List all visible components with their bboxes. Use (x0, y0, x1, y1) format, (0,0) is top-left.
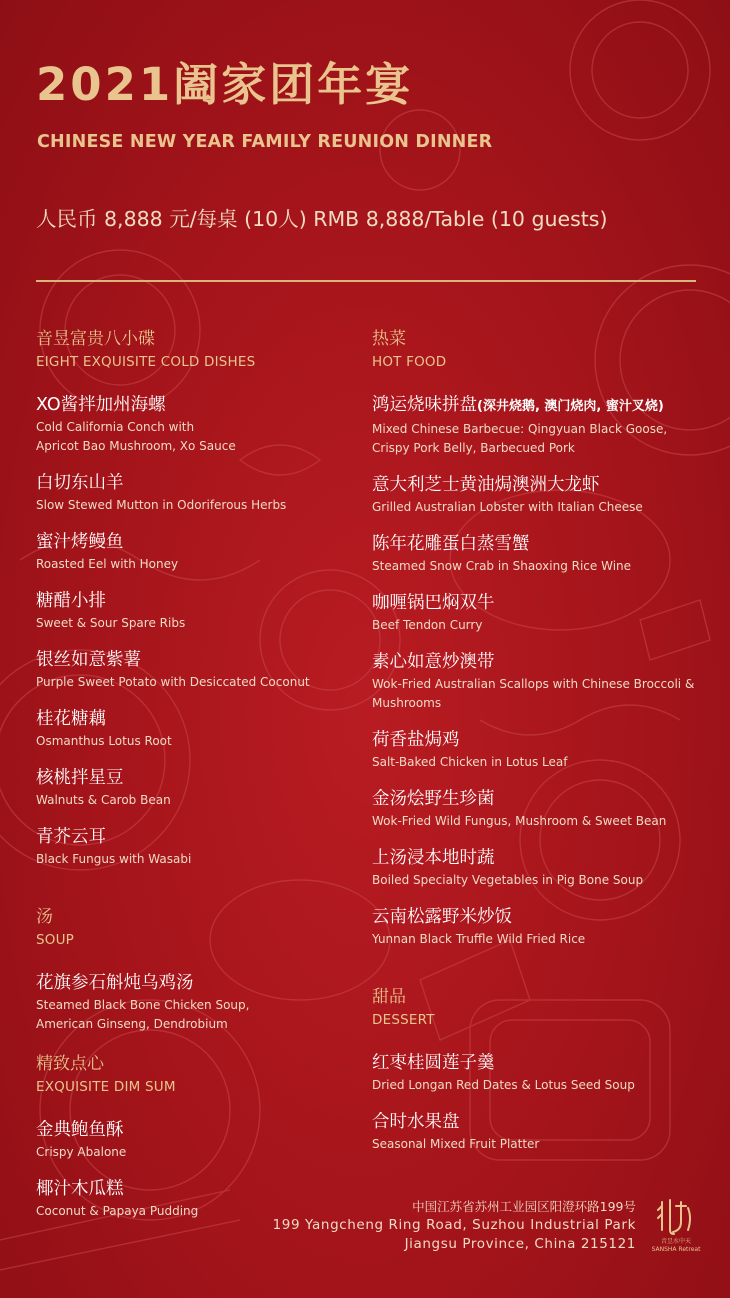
dish-item (36, 707, 356, 750)
restaurant-address (273, 1198, 636, 1254)
dish-name-en: Coconut & Papaya Pudding (36, 1204, 199, 1218)
dish-name-en: Dried Longan Red Dates & Lotus Seed Soup (372, 1078, 635, 1092)
dish-item (372, 787, 712, 830)
dish-name-zh: 陈年花雕蛋白蒸雪蟹 (372, 534, 530, 554)
dish-item (36, 648, 356, 691)
dish-name-zh: 桂花糖藕 (36, 709, 106, 729)
page-title: 2021阖家团年宴 (36, 58, 414, 111)
dish-name-en: Purple Sweet Potato with Desiccated Coconut (36, 675, 310, 689)
address-zh: 中国江苏省苏州工业园区阳澄环路199号 (412, 1199, 636, 1214)
dish-item (372, 650, 712, 712)
dish-name-zh: 上汤浸本地时蔬 (372, 848, 495, 868)
dish-name-en: Grilled Australian Lobster with Italian Cheese (372, 500, 643, 514)
section-title-zh: 汤 (36, 907, 53, 927)
dish-item (372, 846, 712, 889)
dish-item (36, 825, 356, 868)
dish-name-zh: 荷香盐焗鸡 (372, 730, 460, 750)
dish-item (372, 905, 712, 948)
section-dim-sum (36, 1053, 356, 1220)
dish-name-zh: 糖醋小排 (36, 591, 106, 611)
dish-name-main: 鸿运烧味拼盘 (372, 395, 477, 415)
dish-name-en: Sweet & Sour Spare Ribs (36, 616, 186, 630)
logo-text-zh: 音昱水中天 (660, 1238, 691, 1245)
dish-name-en: Roasted Eel with Honey (36, 557, 179, 571)
dish-name-en: Wok-Fried Australian Scallops with Chinese Broccoli & (372, 677, 695, 691)
dish-name-note: (深井烧鹅, 澳门烧肉, 蜜汁叉烧) (477, 399, 664, 414)
section-dessert (372, 986, 712, 1153)
dish-name-en: Beef Tendon Curry (372, 618, 483, 632)
dish-item (36, 971, 356, 1033)
dish-name-en: Salt-Baked Chicken in Lotus Leaf (372, 755, 568, 769)
restaurant-logo (648, 1196, 704, 1256)
dish-name-zh: 蜜汁烤鳗鱼 (36, 532, 124, 552)
section-title-zh: 甜品 (372, 987, 406, 1007)
dish-name-en: Boiled Specialty Vegetables in Pig Bone Soup (372, 873, 644, 887)
dish-name-zh (372, 393, 712, 419)
dish-name-en: Mixed Chinese Barbecue: Qingyuan Black Goose, (372, 422, 668, 436)
dish-item (36, 471, 356, 514)
dish-name-en: Walnuts & Carob Bean (36, 793, 171, 807)
logo-mark-icon (656, 1196, 696, 1238)
dish-name-zh: 银丝如意紫薯 (36, 650, 141, 670)
dish-name-en: Crispy Pork Belly, Barbecued Pork (372, 441, 575, 455)
section-hot-food (372, 328, 712, 948)
dish-name-en: Wok-Fried Wild Fungus, Mushroom & Sweet Bean (372, 814, 667, 828)
dish-name-en: Steamed Black Bone Chicken Soup, (36, 998, 250, 1012)
dish-name-en: Osmanthus Lotus Root (36, 734, 172, 748)
dish-item (36, 530, 356, 573)
dish-name-zh: 红枣桂圆莲子羹 (372, 1053, 495, 1073)
dish-name-en: Slow Stewed Mutton in Odoriferous Herbs (36, 498, 287, 512)
dish-name-en: American Ginseng, Dendrobium (36, 1017, 228, 1031)
section-title-zh: 精致点心 (36, 1054, 104, 1074)
dish-name-en: Steamed Snow Crab in Shaoxing Rice Wine (372, 559, 632, 573)
page-subtitle: CHINESE NEW YEAR FAMILY REUNION DINNER (37, 132, 493, 152)
dish-item (372, 1051, 712, 1094)
dish-name-zh: 核桃拌星豆 (36, 768, 124, 788)
dish-item (372, 473, 712, 516)
dish-name-zh: 合时水果盘 (372, 1112, 460, 1132)
dish-item (372, 1110, 712, 1153)
dish-item (372, 532, 712, 575)
logo-text-en: SANSHA Retreat (651, 1246, 701, 1253)
menu-column-right (372, 328, 712, 1153)
section-title-en: HOT FOOD (372, 354, 447, 370)
dish-name-en: Seasonal Mixed Fruit Platter (372, 1137, 540, 1151)
dish-item (372, 591, 712, 634)
dish-name-en: Black Fungus with Wasabi (36, 852, 192, 866)
table-price: 人民币 8,888 元/每桌 (10人) RMB 8,888/Table (10 guests) (36, 207, 608, 231)
section-title-en: SOUP (36, 932, 75, 948)
dish-name-zh: 金汤烩野生珍菌 (372, 789, 495, 809)
dish-name-zh: 椰汁木瓜糕 (36, 1179, 124, 1199)
dish-name-zh: 白切东山羊 (36, 473, 124, 493)
dish-item (36, 589, 356, 632)
dish-item (36, 766, 356, 809)
dish-name-zh: 云南松露野米炒饭 (372, 907, 512, 927)
section-soup (36, 906, 356, 1033)
dish-name-zh: 素心如意炒澳带 (372, 652, 495, 672)
dish-name-en: Mushrooms (372, 696, 442, 710)
dish-name-en: Apricot Bao Mushroom, Xo Sauce (36, 439, 236, 453)
dish-item (372, 728, 712, 771)
header-divider (36, 280, 696, 282)
dish-item (36, 393, 356, 455)
section-cold-dishes (36, 328, 356, 868)
dish-name-zh: XO酱拌加州海螺 (36, 395, 166, 415)
dish-name-zh: 意大利芝士黄油焗澳洲大龙虾 (372, 475, 600, 495)
menu-column-left (36, 328, 356, 1220)
dish-name-zh: 花旗参石斛炖乌鸡汤 (36, 973, 194, 993)
dish-name-en: Crispy Abalone (36, 1145, 127, 1159)
section-title-zh: 音昱富贵八小碟 (36, 329, 155, 349)
dish-name-en: Yunnan Black Truffle Wild Fried Rice (372, 932, 586, 946)
dish-name-zh: 金典鲍鱼酥 (36, 1120, 124, 1140)
section-title-en: EXQUISITE DIM SUM (36, 1079, 176, 1095)
dish-name-zh: 咖喱锅巴焖双牛 (372, 593, 495, 613)
address-en-line1: 199 Yangcheng Ring Road, Suzhou Industrial Park (272, 1217, 636, 1233)
section-title-zh: 热菜 (372, 329, 406, 349)
section-title-en: EIGHT EXQUISITE COLD DISHES (36, 354, 256, 370)
dish-item (372, 393, 712, 457)
section-title-en: DESSERT (372, 1012, 435, 1028)
dish-item (36, 1118, 356, 1161)
dish-name-en: Cold California Conch with (36, 420, 195, 434)
dish-name-zh: 青芥云耳 (36, 827, 106, 847)
address-en-line2: Jiangsu Province, China 215121 (404, 1236, 636, 1252)
